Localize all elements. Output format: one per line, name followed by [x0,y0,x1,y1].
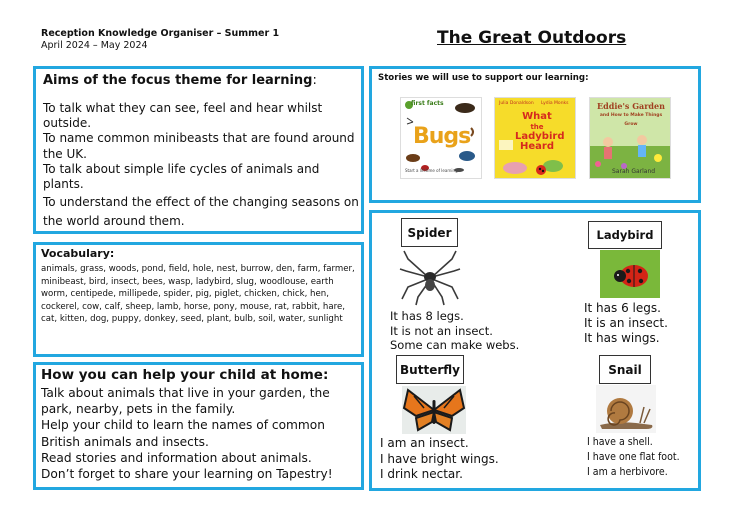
ladybird-photo [600,250,660,298]
home-help-line: Talk about animals that live in your garden, the park, nearby, pets in the family. [41,386,330,417]
aims-line: To name common minibeasts that are found around the UK. [43,131,355,161]
vocabulary-text: animals, grass, woods, pond, field, hole, nest, burrow, den, farm, farmer, minibeast, bird, insect, bees, wasp, ladybird, slug, woodlouse, earth worm, centipede, millipede, spider, pig, piglet, chicken, chick, hen, cockerel, cow, calf, sheep, lamb, horse, pony, mouse, rat, rabbit, hare, cat, kitten, dog, puppy, donkey, seed, plant, bulb, soil, water, sunlight [41,264,355,325]
spider-photo [398,247,462,307]
ladybird-title: What the Ladybird Heard [515,111,565,152]
butterfly-facts: I am an insect. I have bright wings. I drink nectar. [380,436,499,481]
snail-photo [596,385,656,433]
animal-name-ladybird: Ladybird [588,221,662,249]
aims-heading: Aims of the focus theme for learning: [43,73,317,88]
eddies-garden-author: Sarah Garland [612,168,656,175]
bugs-tagline: Start a lifetime of learning [405,168,458,173]
aims-panel [33,66,364,234]
bugs-title: Bugs [413,124,471,149]
snail-icon [596,385,656,433]
vocabulary-heading: Vocabulary: [41,247,115,260]
animal-name-snail: Snail [599,355,651,384]
book-cover-bugs [400,97,482,179]
ladybird-illustrator: Lydia Monks [541,101,569,106]
spider-facts: It has 8 legs. It is not an insect. Some can make webs. [390,309,520,352]
spider-icon [398,247,462,307]
ladybird-facts: It has 6 legs. It is an insect. It has wings. [584,301,668,345]
organiser-subtitle: Reception Knowledge Organiser – Summer 1 [41,28,280,39]
vocabulary-panel [33,242,364,357]
home-help-heading: How you can help your child at home: [41,367,329,383]
home-help-list [41,385,359,482]
bugs-series: first facts [411,100,444,107]
home-help-line: Don’t forget to share your learning on Tapestry! [41,467,333,482]
home-help-line: Help your child to learn the names of common British animals and insects. [41,418,325,449]
stories-panel [369,66,701,203]
aims-line: To talk about simple life cycles of animals and plants. [43,161,320,192]
aims-list [43,101,359,231]
animal-name-spider: Spider [401,218,458,247]
animal-name-butterfly: Butterfly [396,355,464,384]
book-cover-eddies-garden [589,97,671,179]
snail-facts: I have a shell. I have one flat foot. I am a herbivore. [587,436,680,478]
aims-line: To understand the effect of the changing seasons on the world around them. [43,195,359,229]
home-help-line: Read stories and information about animals. [41,450,312,465]
book-cover-ladybird [494,97,576,179]
term-dates: April 2024 – May 2024 [41,40,148,51]
home-help-panel [33,362,364,490]
ladybird-icon [600,250,660,298]
aims-line: To talk what they can see, feel and hear whilst outside. [43,101,323,131]
ladybird-author: Julia Donaldson [499,101,534,106]
butterfly-icon [402,386,466,434]
animals-panel [369,210,701,491]
eddies-garden-title: Eddie's Garden and How to Make Things Grow [597,101,665,127]
stories-heading: Stories we will use to support our learning: [378,73,589,83]
page-title: The Great Outdoors [437,28,627,48]
butterfly-photo [402,386,466,434]
